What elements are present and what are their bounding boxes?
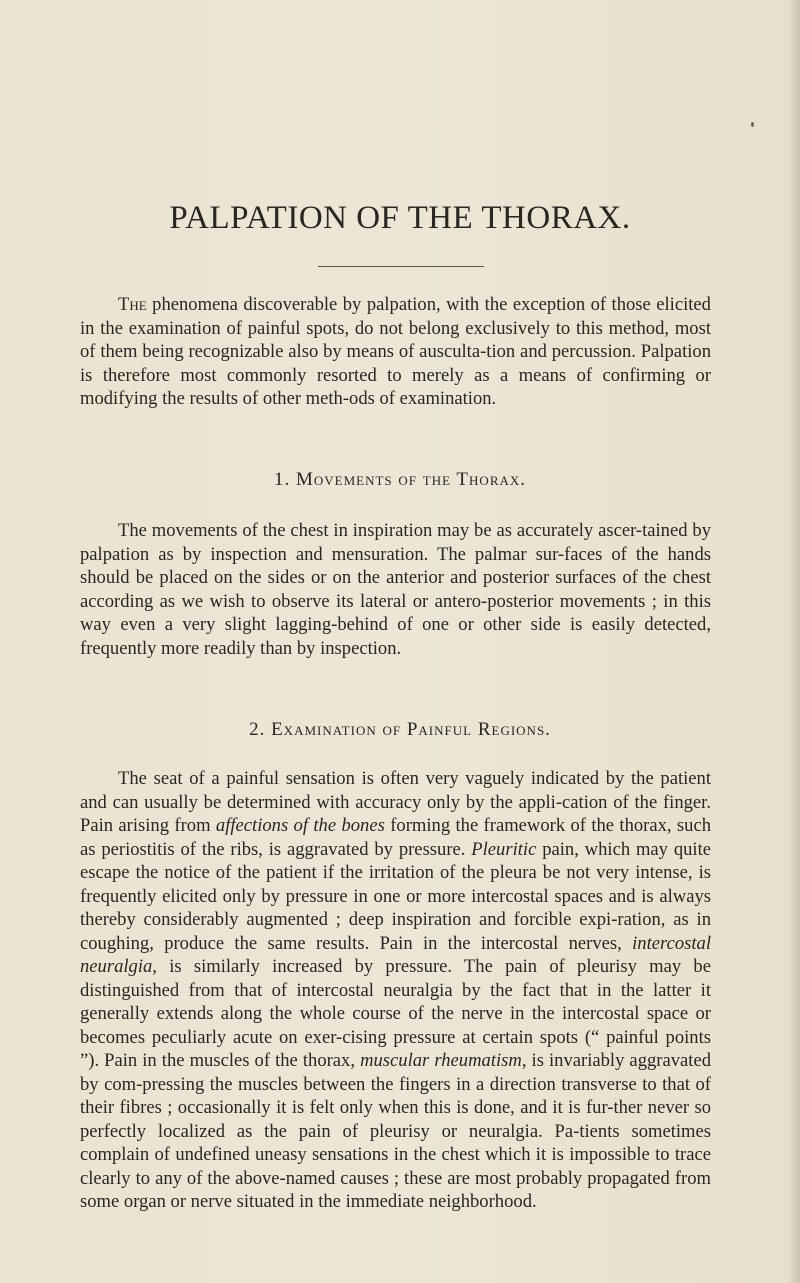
section-1-heading <box>0 469 800 491</box>
section-2-heading <box>0 719 800 741</box>
page-title: PALPATION OF THE THORAX. <box>169 200 631 237</box>
section-2-number: 2. <box>249 719 266 740</box>
section-2-emphasis-pleuritic: Pleuritic <box>471 838 537 860</box>
section-2-text-1: The seat of a painful sensation is often very vaguely indicated by the patient and can usually be determined with accuracy only by the appli-cation of the finger. Pain arising from <box>80 768 711 836</box>
section-1-paragraph: The movements of the chest in inspiration may be as accurately ascer-tained by palpation as by inspection and mensuration. The palmar sur-faces of the hands should be placed on the sides or on the anterior and posterior surfaces of the chest according as we wish to observe its lateral or antero-posterior movements ; in this way even a very slight lagging-behind of one or other side is easily detected, frequently more readily than by inspection. <box>80 520 711 659</box>
intro-text: phenomena discoverable by palpation, with the exception of those elicited in the examination of painful spots, do not belong exclusively to this method, most of them being recognizable also by means of ausculta-tion and percussion. Palpation is therefore most commonly resorted to merely as a means of confirming or modifying the results of other meth-ods of examination. <box>80 294 711 409</box>
paper-speck <box>751 122 754 127</box>
section-1-number: 1. <box>273 469 291 490</box>
section-1-title: Movements of the Thorax. <box>295 469 527 490</box>
title-divider <box>318 266 484 267</box>
section-2-text-4: is similarly increased by pressure. The pain of pleurisy may be distinguished from that of intercostal neuralgia by the fact that in the latter it generally extends along the whole course of the nerve in the intercostal space or becomes peculiarly acute on exer-cising pressure at certain spots (“ painful points ”). Pain in the muscles of the thorax, <box>80 956 711 1071</box>
section-2-title: Examination of Painful Regions. <box>271 719 551 740</box>
section-2-emphasis-rheumatism: muscular rheumatism, <box>360 1050 527 1071</box>
intro-lead-word: The <box>118 294 147 315</box>
intro-paragraph <box>80 293 711 411</box>
section-2-emphasis-neuralgia: intercostal neuralgia, <box>80 932 711 977</box>
section-2-paragraph <box>80 767 711 1214</box>
section-2-text-2: forming the framework of the thorax, such as periostitis of the ribs, is aggravated by pressure. <box>80 815 711 860</box>
section-2-text-3: pain, which may quite escape the notice of the patient if the irritation of the pleura be not very intense, is frequently elicited only by pressure in one or more intercostal spaces and is always thereby considerably augmented ; deep inspiration and forcible expi-ration, as in coughing, produce the same results. Pain in the intercostal nerves, <box>80 838 711 954</box>
section-2-text-5: is invariably aggravated by com-pressing the muscles between the fingers in a direction transverse to that of their fibres ; occasionally it is felt only when this is done, and it is fur-ther never so perfectly localized as the pain of pleurisy or neuralgia. Pa-tients sometimes complain of undefined uneasy sensations in the chest which it is impossible to trace clearly to any of the above-named causes ; these are most probably propagated from some organ or nerve situated in the immediate neighborhood. <box>80 1050 711 1212</box>
section-2-emphasis-bones: affections of the bones <box>215 815 385 836</box>
page-edge-shadow <box>788 0 800 1283</box>
